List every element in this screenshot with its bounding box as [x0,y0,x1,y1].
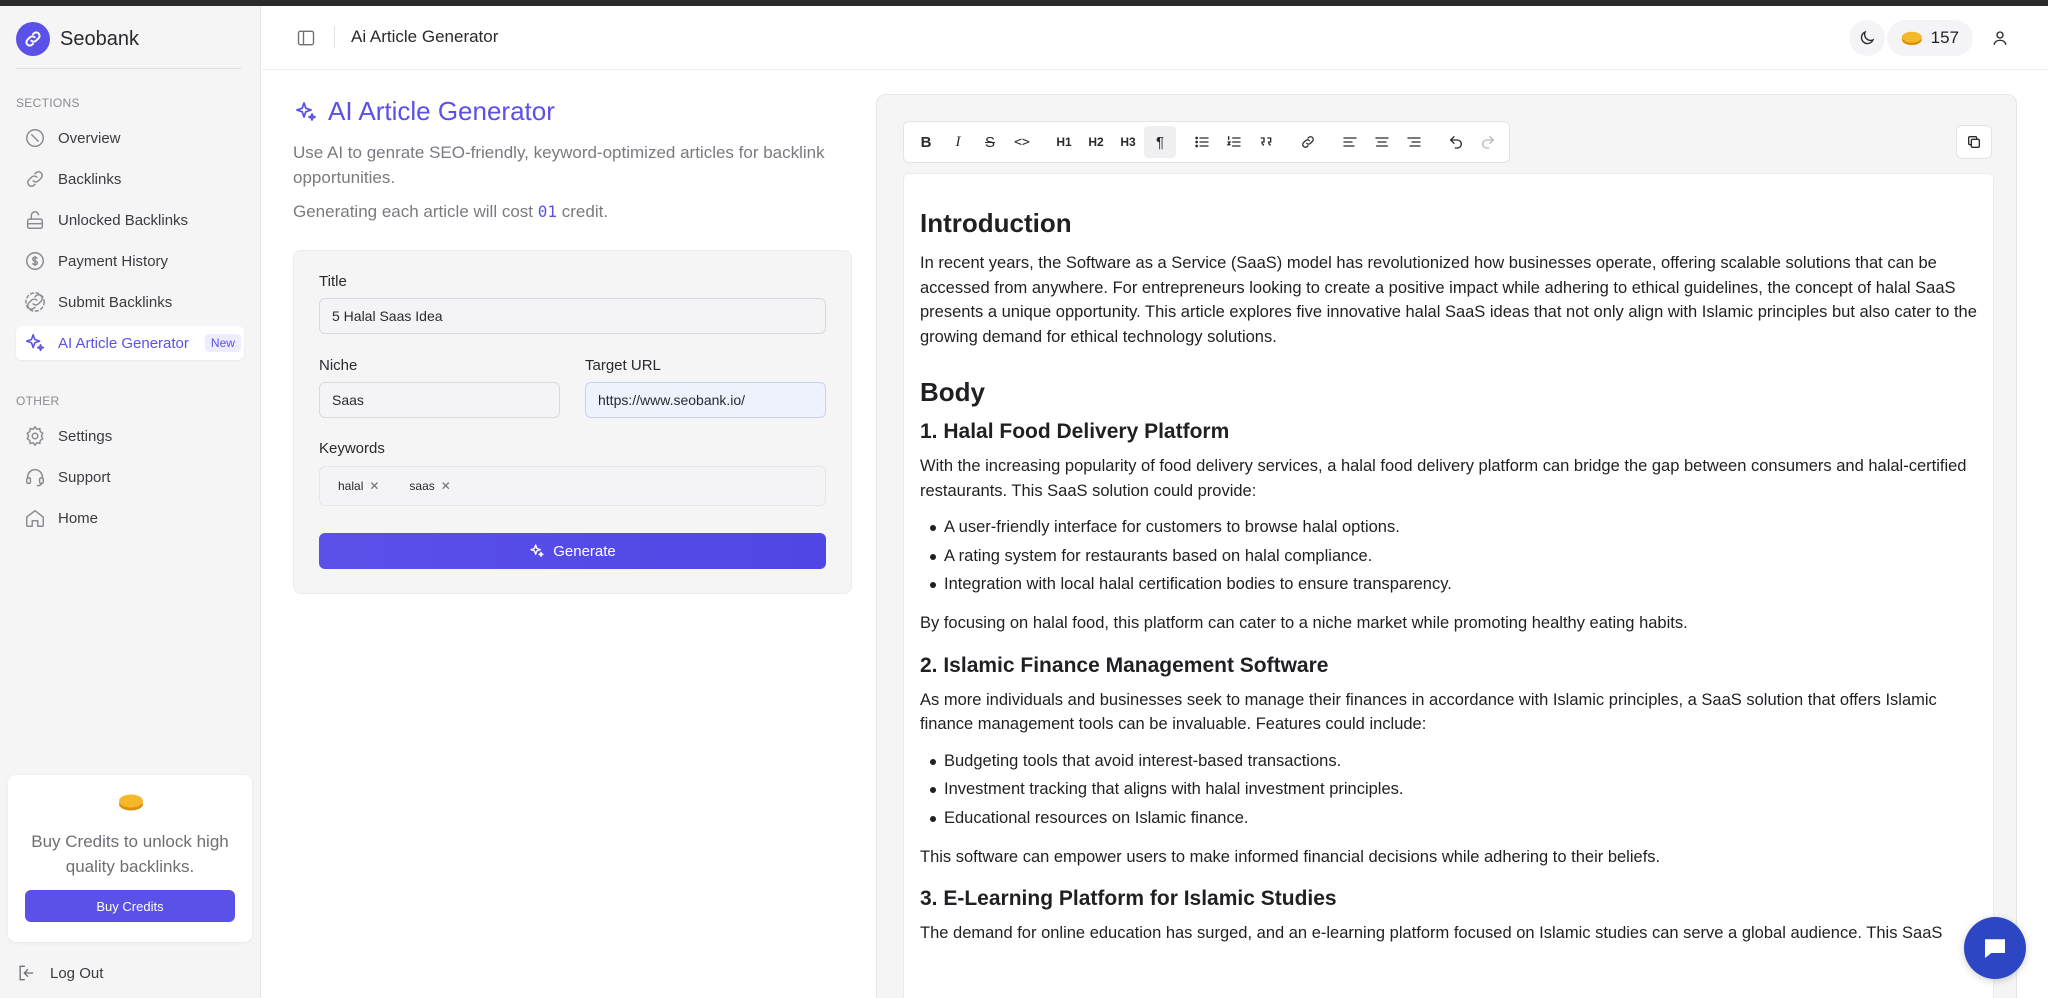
generator-description: Use AI to genrate SEO-friendly, keyword-optimized articles for backlink opportunities. [293,143,825,187]
home-icon [24,507,46,529]
list-item: Budgeting tools that avoid interest-based transactions. [930,747,1977,776]
article-list [930,747,1977,833]
heading-3-button[interactable]: H3 [1120,135,1136,149]
generate-label: Generate [553,542,616,560]
align-right-icon [1406,134,1422,150]
link-button[interactable] [1292,126,1324,158]
keyword-tag-label: saas [409,479,435,493]
ordered-list-icon [1226,134,1242,150]
sidebar-item-overview[interactable] [16,121,244,155]
coin-icon [118,793,144,811]
cost-prefix: Generating each article will cost [293,202,534,221]
align-center-icon [1374,134,1390,150]
article-subheading: 2. Islamic Finance Management Software [920,653,1329,677]
paragraph-button[interactable]: ¶ [1144,126,1176,158]
redo-icon [1480,134,1496,150]
generator-heading [294,96,555,127]
sidebar-item-settings[interactable] [16,419,244,453]
article-form [293,250,852,594]
list-item: A user-friendly interface for customers to browse halal options. [930,513,1977,542]
sidebar-item-label: Unlocked Backlinks [58,211,189,229]
keywords-input[interactable] [319,466,826,506]
logout-icon [16,963,36,983]
brand[interactable] [16,22,139,56]
align-left-icon [1342,134,1358,150]
article-paragraph: As more individuals and businesses seek to manage their finances in accordance with Islamic principles, a SaaS solution that offers Islamic finance management tools can be invaluable. Features could include: [920,690,1937,734]
keyword-tag [399,475,460,497]
new-badge: New [205,334,241,352]
chat-icon [1980,933,2010,963]
blockquote-button[interactable] [1250,126,1282,158]
credits-count: 157 [1930,28,1959,47]
quote-icon [1258,134,1274,150]
generator-title: AI Article Generator [328,96,555,126]
buy-credits-button[interactable]: Buy Credits [25,890,235,922]
article-editor [876,94,2017,998]
niche-input[interactable]: Saas [319,382,560,418]
other-label: OTHER [16,394,60,408]
list-item: Educational resources on Islamic finance. [930,804,1977,833]
sidebar-toggle-icon[interactable] [296,28,316,48]
align-right-button[interactable] [1398,126,1430,158]
sidebar-item-unlocked-backlinks[interactable] [16,203,244,237]
heading-1-button[interactable]: H1 [1056,135,1072,149]
promo-text: Buy Credits to unlock high quality backlinks. [31,832,229,876]
undo-icon [1448,134,1464,150]
bold-button[interactable]: B [920,133,932,151]
article-heading: Body [920,377,985,407]
list-item: Investment tracking that aligns with halal investment principles. [930,775,1977,804]
article-paragraph: With the increasing popularity of food delivery services, a halal food delivery platform can bridge the gap between consumers and halal-certified restaurants. This SaaS solution could provide: [920,457,1967,500]
keyword-tag-label: halal [338,479,364,493]
article-subheading: 1. Halal Food Delivery Platform [920,420,1230,443]
article-heading: Introduction [920,208,1072,238]
sidebar-item-label: AI Article Generator [58,334,189,352]
credits-balance[interactable] [1887,20,1973,56]
list-item: Integration with local halal certification bodies to ensure transparency. [930,570,1977,599]
generator-cost-note [293,202,608,222]
sidebar-item-label: Home [58,509,99,527]
target-url-input[interactable]: https://www.seobank.io/ [585,382,826,418]
cost-value: 01 [537,202,558,221]
article-paragraph: By focusing on halal food, this platform can cater to a niche market while promoting healthy eating habits. [920,614,1688,633]
divider [334,26,335,48]
page-title: Ai Article Generator [351,27,499,46]
generate-button[interactable] [319,533,826,569]
sections-label: SECTIONS [16,96,80,110]
copy-icon [1966,134,1982,150]
heading-2-button[interactable]: H2 [1088,135,1104,149]
dollar-icon [24,250,46,272]
article-paragraph: This software can empower users to make informed financial decisions while adhering to their beliefs. [920,847,1661,866]
user-menu-button[interactable] [1982,20,2018,56]
undo-button[interactable] [1440,126,1472,158]
sidebar-item-home[interactable] [16,501,244,535]
article-paragraph: In recent years, the Software as a Service (SaaS) model has revolutionized how businesses operate, offering scalable solutions that can be accessed from anywhere. For entrepreneurs looking to create a positive impact while adhering to ethical guidelines, the concept of halal SaaS presents a unique opportunity. This article explores five innovative halal SaaS ideas that not only align with Islamic principles but also cater to the growing demand for ethical technology solutions. [920,254,1977,346]
sidebar-item-label: Payment History [58,252,169,270]
sparkles-icon [529,543,545,559]
seobank-logo-icon [16,22,50,56]
headset-icon [24,466,46,488]
code-button[interactable]: <> [1014,134,1030,150]
article-content[interactable] [903,173,1994,998]
article-list [930,513,1977,599]
sparkles-icon [294,100,318,124]
sidebar-item-label: Overview [58,129,121,147]
italic-button[interactable]: I [955,133,961,150]
chat-button[interactable] [1964,917,2026,979]
ordered-list-button[interactable] [1218,126,1250,158]
article-paragraph: The demand for online education has surged, and an e-learning platform focused on Islamic studies can serve a global audience. This SaaS [920,924,1943,943]
list-item: A rating system for restaurants based on halal compliance. [930,542,1977,571]
title-label: Title [319,273,347,290]
remove-tag-icon[interactable]: ✕ [369,479,380,493]
sidebar-item-ai-article-generator[interactable] [16,326,244,360]
unlock-icon [24,209,46,231]
sidebar-item-label: Backlinks [58,170,122,188]
overview-icon [24,127,46,149]
sidebar-item-label: Settings [58,427,113,445]
gear-icon [24,425,46,447]
copy-button[interactable] [1956,125,1992,159]
link-icon [24,168,46,190]
submit-link-icon [24,291,46,313]
divider [16,68,242,69]
niche-label: Niche [319,357,358,374]
sidebar-item-support[interactable] [16,460,244,494]
logout-label: Log Out [50,964,104,982]
keywords-label: Keywords [319,440,385,457]
bullet-list-icon [1194,134,1210,150]
article-subheading: 3. E-Learning Platform for Islamic Studies [920,887,1337,911]
moon-icon [1858,29,1876,47]
logout-button[interactable] [16,963,103,983]
align-center-button[interactable] [1366,126,1398,158]
sidebar-item-submit-backlinks[interactable] [16,285,244,319]
brand-name: Seobank [60,27,139,50]
link-icon [1300,134,1316,150]
sidebar-item-label: Submit Backlinks [58,293,173,311]
title-input[interactable]: 5 Halal Saas Idea [319,298,826,334]
bullet-list-button[interactable] [1186,126,1218,158]
sidebar-item-label: Support [58,468,111,486]
sidebar-item-payment-history[interactable] [16,244,244,278]
target-url-label: Target URL [585,357,661,374]
keyword-tag [328,475,389,497]
sidebar [0,6,261,998]
editor-toolbar [903,121,1510,163]
strikethrough-button[interactable]: S [984,133,995,151]
sidebar-item-backlinks[interactable] [16,162,244,196]
align-left-button[interactable] [1334,126,1366,158]
redo-button[interactable] [1472,126,1504,158]
remove-tag-icon[interactable]: ✕ [440,479,451,493]
coin-icon [1901,30,1923,46]
user-icon [1991,29,2009,47]
top-header [262,6,2048,70]
sparkles-icon [24,332,46,354]
buy-credits-promo [8,775,252,942]
theme-toggle-button[interactable] [1849,20,1885,56]
cost-suffix: credit. [561,202,609,221]
